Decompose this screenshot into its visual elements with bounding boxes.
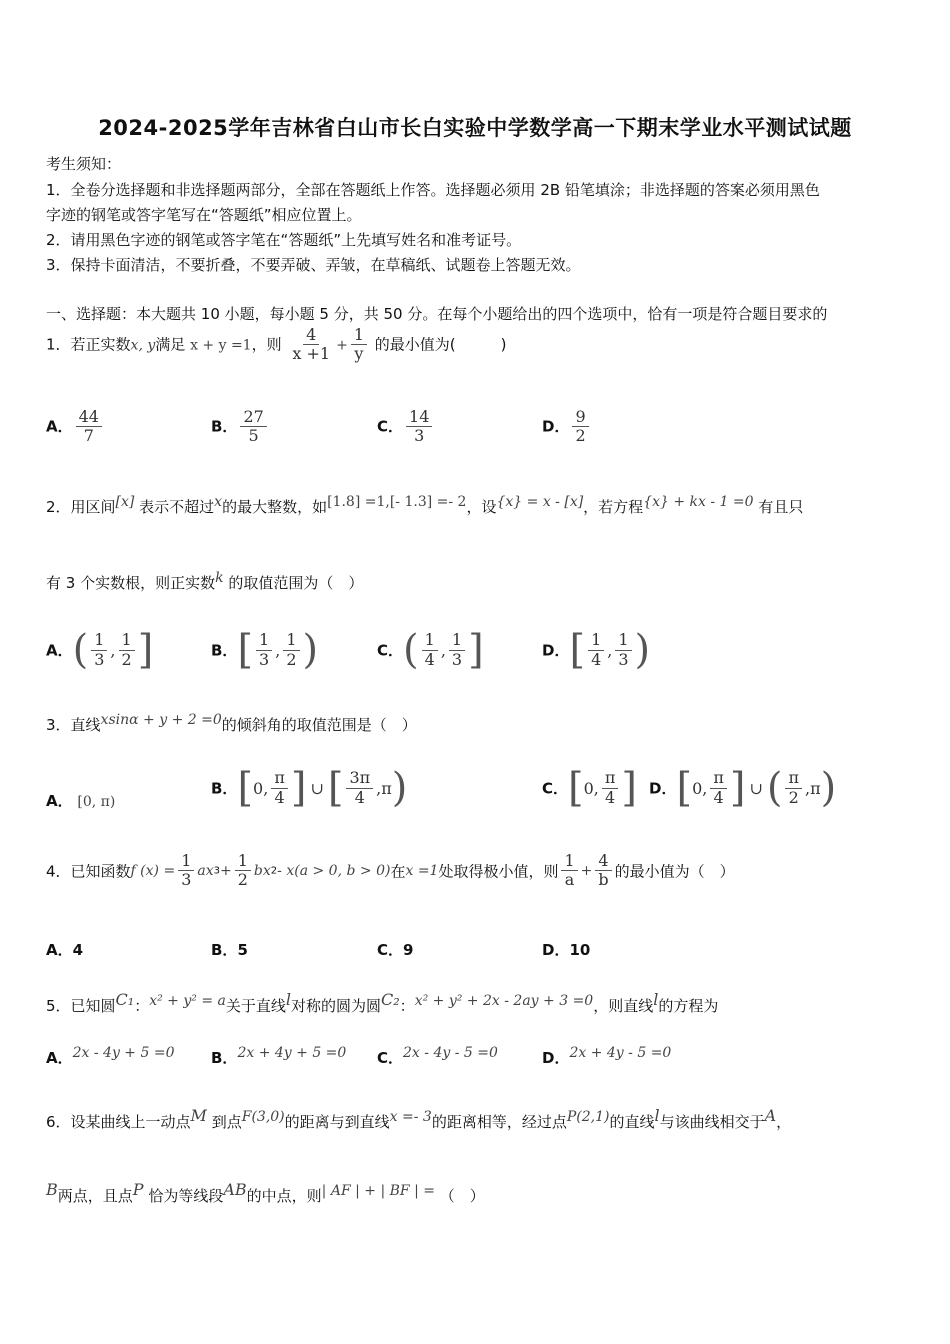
question-2-line-2: 有 3 个实数根，则正实数k 的取值范围为（ ）	[46, 570, 364, 592]
notice-item-1b: 字迹的钢笔或答字笔写在“答题纸”相应位置上。	[46, 206, 362, 224]
question-3: 3．直线xsinα + y + 2 =0的倾斜角的取值范围是（ ）	[46, 712, 417, 734]
question-6-line-2: B两点，且点P 恰为等线段AB的中点，则| AF | + | BF | = （ ）	[46, 1180, 485, 1205]
question-5: 5．已知圆C₁：x² + y² = a关于直线l对称的圆为圆C₂：x² + y² + 2x - 2ay + 3 =0，则直线l的方程为	[46, 990, 719, 1015]
q1-option-c[interactable]: C． $\frac{14}{3}$	[377, 408, 435, 446]
q1-option-d[interactable]: D． $\frac{9}{2}$	[542, 408, 592, 446]
q1-pre: 1．若正实数	[46, 335, 131, 354]
page-title: 2024-2025学年吉林省白山市长白实验中学数学高一下期末学业水平测试试题	[98, 116, 852, 140]
question-6-line-1: 6．设某曲线上一动点M 到点F(3,0)的距离与到直线x =- 3的距离相等，经过点P(2,1)的直线l与该曲线相交于A，	[46, 1106, 792, 1131]
q3-option-c[interactable]: C． [ 0, $\frac{\pi}{4}$ ]	[542, 765, 638, 811]
q4-option-d[interactable]: D．10	[542, 941, 591, 959]
question-1: 1．若正实数x, y满足 x + y =1，则 $\frac{4}{x +1}$ + $\frac{1}{y}$ 的最小值为( )	[46, 325, 507, 364]
q1-post: 的最小值为( )	[374, 335, 507, 354]
q4-option-b[interactable]: B．5	[211, 941, 248, 959]
q2-option-b[interactable]: B． [ $\frac{1}{3}$ , $\frac{1}{2}$ )	[211, 627, 319, 673]
q5-circle-2: x² + y² + 2x - 2ay + 3 =0	[414, 993, 594, 1009]
q3-equation: xsinα + y + 2 =0	[100, 712, 222, 728]
q3-option-b[interactable]: B． [ 0, $\frac{\pi}{4}$ ] ∪ [ $\frac{3\pi}{4}$ ,π )	[211, 765, 408, 811]
q1-cond: x + y =1	[190, 337, 252, 354]
question-2-line-1: 2．用区间[x] 表示不超过x的最大整数，如[1.8] =1,[- 1.3] =- 2，设{x} = x - [x]，若方程{x} + kx - 1 =0 有且只	[46, 494, 804, 516]
q5-circle-1: x² + y² = a	[149, 993, 226, 1009]
q2-option-d[interactable]: D． [ $\frac{1}{4}$ , $\frac{1}{3}$ )	[542, 627, 651, 673]
notice-item-3: 3．保持卡面清洁，不要折叠，不要弄破、弄皱，在草稿纸、试题卷上答题无效。	[46, 256, 581, 274]
q1-fraction-2: $\frac{1}{y}$	[351, 326, 367, 364]
question-4: 4．已知函数f (x) = $\frac{1}{3}$ ax3+ $\frac{1}{2}$ bx2- x(a > 0, b > 0)在x =1处取得极小值，则 $\frac{1}{a}$ + $\frac{4}{b}$ 的最小值为（ ）	[46, 851, 735, 890]
q1-mid2: ，则	[251, 335, 282, 354]
notice-item-2: 2．请用黑色字迹的钢笔或答字笔在“答题纸”上先填写姓名和准考证号。	[46, 231, 522, 249]
q5-option-a[interactable]: A．2x - 4y + 5 =0	[46, 1045, 175, 1067]
q5-option-b[interactable]: B．2x + 4y + 5 =0	[211, 1045, 347, 1067]
q4-option-c[interactable]: C．9	[377, 941, 414, 959]
q1-fraction-1: $\frac{4}{x +1}$	[292, 325, 331, 364]
notice-item-1a: 1．全卷分选择题和非选择题两部分，全部在答题纸上作答。选择题必须用 2B 铅笔填涂；非选择题的答案必须用黑色	[46, 181, 820, 199]
notice-heading: 考生须知：	[46, 155, 122, 173]
q1-mid1: 满足	[155, 335, 186, 354]
q2-option-c[interactable]: C． ( $\frac{1}{4}$ , $\frac{1}{3}$ ]	[377, 627, 484, 673]
q1-option-b[interactable]: B． $\frac{27}{5}$	[211, 408, 270, 446]
q1-vars: x, y	[130, 337, 156, 354]
q3-option-d[interactable]: D． [ 0, $\frac{\pi}{4}$ ] ∪ ( $\frac{\pi}{2}$ ,π )	[649, 765, 837, 811]
q2-option-a[interactable]: A． ( $\frac{1}{3}$ , $\frac{1}{2}$ ]	[46, 627, 154, 673]
q3-option-a[interactable]: A． [0, π)	[46, 792, 116, 810]
q2-example: [1.8] =1,[- 1.3] =- 2	[327, 494, 467, 510]
q1-option-a[interactable]: A． $\frac{44}{7}$	[46, 408, 105, 446]
q2-definition: {x} = x - [x]	[496, 494, 584, 510]
section-heading: 一、选择题：本大题共 10 小题，每小题 5 分，共 50 分。在每个小题给出的四个选项中，恰有一项是符合题目要求的	[46, 305, 828, 323]
q4-option-a[interactable]: A．4	[46, 941, 84, 959]
q2-floor-symbol: [x]	[115, 494, 135, 510]
q2-equation: {x} + kx - 1 =0	[643, 494, 754, 510]
q5-option-c[interactable]: C．2x - 4y - 5 =0	[377, 1045, 498, 1067]
q5-option-d[interactable]: D．2x + 4y - 5 =0	[542, 1045, 672, 1067]
